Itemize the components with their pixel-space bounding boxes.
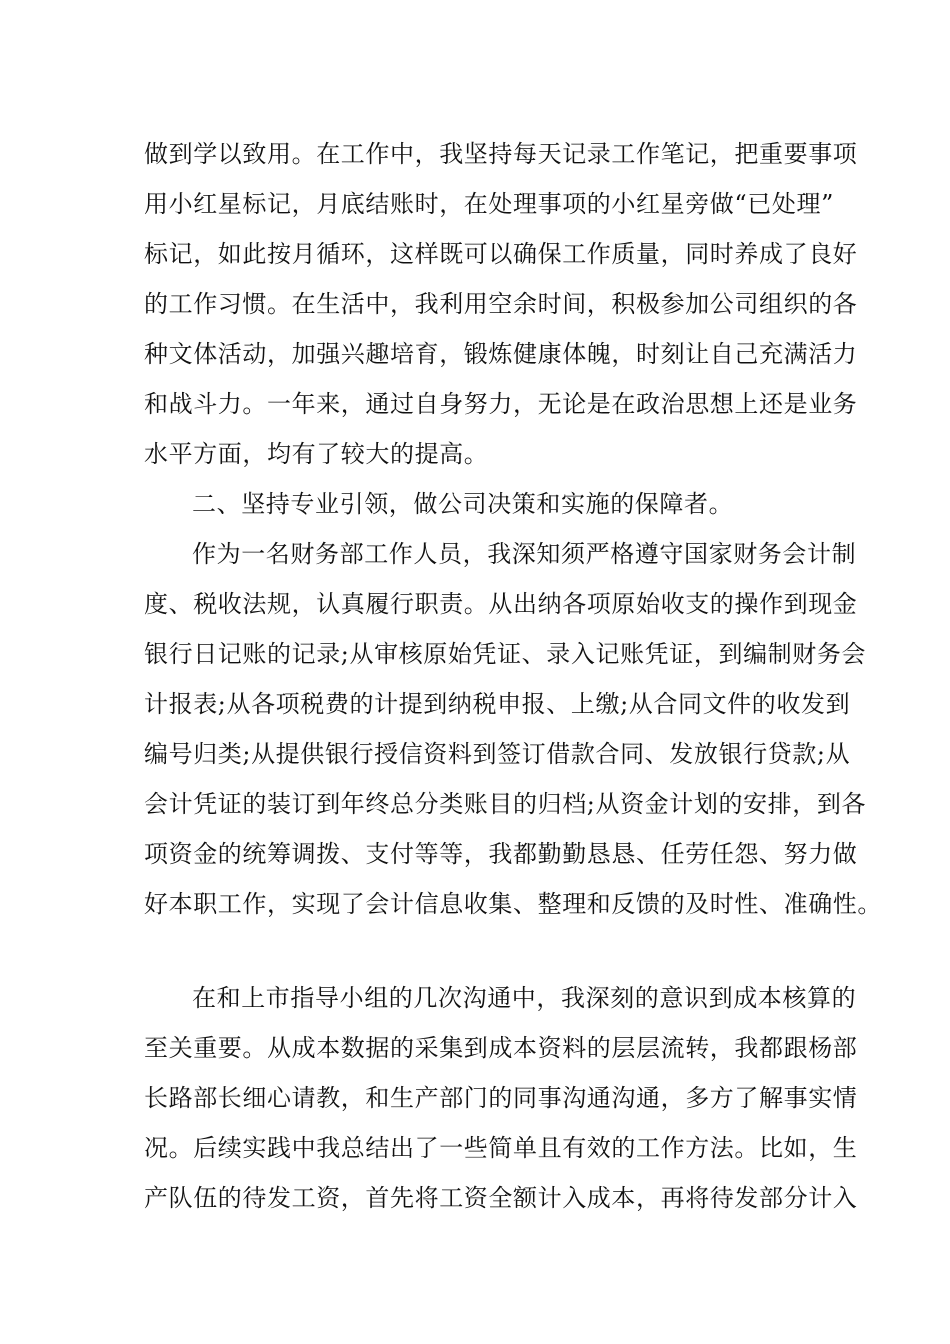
- text-line: 的工作习惯。在生活中，我利用空余时间，积极参加公司组织的各: [144, 290, 858, 318]
- text-line: 银行日记账的记录;从审核原始凭证、录入记账凭证，到编制财务会: [144, 640, 867, 668]
- text-line: 况。后续实践中我总结出了一些简单且有效的工作方法。比如，生: [144, 1134, 858, 1162]
- text-line: 用小红星标记，月底结账时，在处理事项的小红星旁做“已处理”: [144, 190, 834, 218]
- text-line: 编号归类;从提供银行授信资料到签订借款合同、发放银行贷款;从: [144, 740, 851, 768]
- text-line: 计报表;从各项税费的计提到纳税申报、上缴;从合同文件的收发到: [144, 690, 851, 718]
- text-line: 长路部长细心请教，和生产部门的同事沟通沟通，多方了解事实情: [144, 1084, 858, 1112]
- text-line: 种文体活动，加强兴趣培育，锻炼健康体魄，时刻让自己充满活力: [144, 340, 858, 368]
- text-line: 度、税收法规，认真履行职责。从出纳各项原始收支的操作到现金: [144, 590, 858, 618]
- text-line: 产队伍的待发工资，首先将工资全额计入成本，再将待发部分计入: [144, 1184, 858, 1212]
- text-line: 好本职工作，实现了会计信息收集、整理和反馈的及时性、准确性。: [144, 890, 882, 918]
- text-line: 会计凭证的装订到年终总分类账目的归档;从资金计划的安排，到各: [144, 790, 867, 818]
- text-line: 和战斗力。一年来，通过自身努力，无论是在政治思想上还是业务: [144, 390, 858, 418]
- text-line: 项资金的统筹调拨、支付等等，我都勤勤恳恳、任劳任怨、努力做: [144, 840, 858, 868]
- text-line: 做到学以致用。在工作中，我坚持每天记录工作笔记，把重要事项: [144, 140, 858, 168]
- section-heading: 二、坚持专业引领，做公司决策和实施的保障者。: [192, 490, 734, 518]
- text-line: 在和上市指导小组的几次沟通中，我深刻的意识到成本核算的: [192, 984, 857, 1012]
- text-line: 作为一名财务部工作人员，我深知须严格遵守国家财务会计制: [192, 540, 857, 568]
- text-line: 至关重要。从成本数据的采集到成本资料的层层流转，我都跟杨部: [144, 1034, 858, 1062]
- text-line: 水平方面，均有了较大的提高。: [144, 440, 489, 468]
- text-line: 标记，如此按月循环，这样既可以确保工作质量，同时养成了良好: [144, 240, 858, 268]
